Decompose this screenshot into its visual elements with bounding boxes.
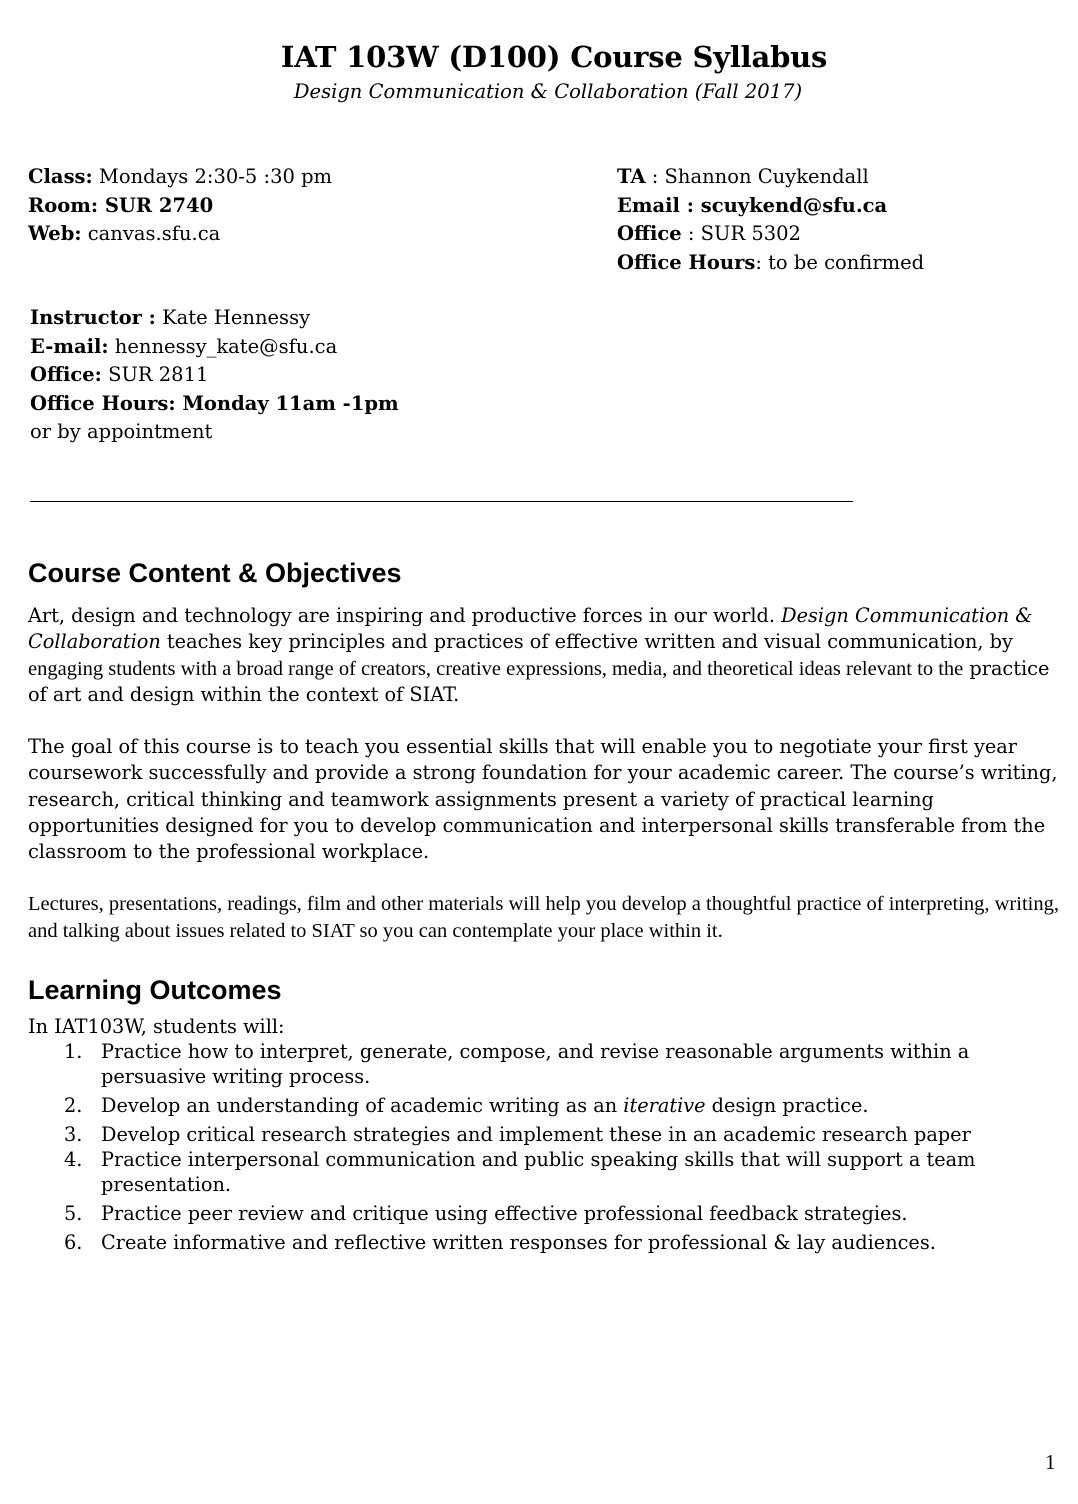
list-item-number: 4. — [64, 1148, 83, 1171]
room-label: Room: SUR 2740 — [28, 193, 214, 217]
class-info — [28, 163, 332, 249]
document-subtitle: Design Communication & Collaboration (Fall 2017) — [293, 80, 803, 103]
course-content-paragraph-3: Lectures, presentations, readings, film and other materials will help you develop a thoughtful practice of interpreting, writing, and talking about issues related to SIAT so you can contemplate your place within it. — [28, 893, 1059, 942]
class-time-line — [28, 163, 332, 192]
course-content-heading: Course Content & Objectives — [28, 558, 402, 588]
class-label: Class: — [28, 165, 93, 188]
list-item-text: Create informative and reflective written responses for professional & lay audiences. — [101, 1231, 936, 1254]
list-item — [64, 1093, 1024, 1118]
instructor-office-line — [30, 361, 399, 390]
instructor-line — [30, 304, 399, 333]
para1-text-d: practice of art and design within the context of SIAT. — [28, 656, 1050, 706]
list-item-text-end: design practice. — [705, 1094, 869, 1117]
ta-office-value: : SUR 5302 — [681, 222, 801, 245]
list-item-number: 6. — [64, 1231, 83, 1254]
ta-email-line — [617, 192, 924, 221]
instructor-office-value: SUR 2811 — [101, 363, 209, 386]
ta-hours-label: Office Hours — [617, 250, 756, 274]
list-item-text: Practice peer review and critique using effective professional feedback strategies. — [101, 1202, 908, 1225]
list-item-number: 2. — [64, 1094, 83, 1117]
class-value: Mondays 2:30-5 :30 pm — [92, 165, 333, 188]
web-line — [28, 220, 332, 249]
list-item-number: 1. — [64, 1040, 83, 1063]
instructor-email-label: E-mail: — [30, 334, 109, 358]
ta-line — [617, 163, 924, 192]
course-content-paragraph-2: The goal of this course is to teach you essential skills that will enable you to negotiate your first year coursework successfully and provide a strong foundation for your academic career. The course’s writing, research, critical thinking and teamwork assignments present a variety of practical learning opportunities designed for you to develop communication and interpersonal skills transferable from the classroom to the professional workplace. — [28, 735, 1058, 864]
instructor-email-line — [30, 333, 399, 362]
para1-text-b: teaches key principles and practices of effective written and visual communication, by — [160, 630, 1013, 654]
ta-label: TA — [617, 165, 646, 188]
list-item — [64, 1201, 1024, 1226]
list-item-text: Practice how to interpret, generate, compose, and revise reasonable arguments within a persuasive writing process. — [101, 1040, 970, 1088]
instructor-value: Kate Hennessy — [155, 306, 311, 329]
list-item — [64, 1230, 1024, 1255]
list-item — [64, 1122, 1024, 1147]
instructor-hours-line — [30, 390, 399, 419]
list-item — [64, 1147, 1024, 1197]
ta-hours-line — [617, 249, 924, 278]
ta-email: Email : scuykend@sfu.ca — [617, 193, 888, 217]
list-item-text: Develop critical research strategies and implement these in an academic research paper — [101, 1123, 971, 1146]
page-number: 1 — [1045, 1450, 1056, 1474]
ta-office-line — [617, 220, 924, 249]
instructor-appointment: or by appointment — [30, 420, 213, 443]
list-item — [64, 1039, 1024, 1089]
list-item-number: 5. — [64, 1202, 83, 1225]
room-line — [28, 192, 332, 221]
instructor-label: Instructor : — [30, 306, 156, 329]
ta-hours-value: : to be confirmed — [755, 250, 925, 274]
learning-outcomes-intro: In IAT103W, students will: — [28, 1015, 285, 1038]
course-content-paragraph-1 — [28, 603, 1063, 708]
list-item-text: Practice interpersonal communication and public speaking skills that will support a team presentation. — [101, 1148, 976, 1196]
para1-text-c: engaging students with a broad range of creators, creative expressions, media, and theoretical ideas relevant to the — [28, 657, 964, 680]
para1-course-name: Design Communication & Collaboration — [28, 604, 1033, 654]
ta-value: : Shannon Cuykendall — [645, 165, 869, 188]
list-item-text: Develop an understanding of academic writing as an — [101, 1094, 624, 1117]
document-title: IAT 103W (D100) Course Syllabus — [280, 40, 828, 74]
horizontal-divider — [30, 501, 853, 502]
learning-outcomes-list — [64, 1039, 1024, 1259]
ta-office-label: Office — [617, 222, 682, 245]
instructor-office-label: Office: — [30, 363, 102, 386]
learning-outcomes-heading: Learning Outcomes — [28, 975, 282, 1005]
instructor-info — [30, 304, 399, 447]
para1-text-a: Art, design and technology are inspiring and productive forces in our world. — [28, 604, 782, 627]
ta-info — [617, 163, 924, 277]
web-value: canvas.sfu.ca — [81, 222, 221, 245]
instructor-email-value: hennessy_kate@sfu.ca — [108, 334, 338, 358]
list-item-italic: iterative — [623, 1094, 706, 1117]
instructor-hours: Office Hours: Monday 11am -1pm — [30, 391, 399, 415]
web-label: Web: — [28, 222, 82, 245]
list-item-number: 3. — [64, 1123, 83, 1146]
